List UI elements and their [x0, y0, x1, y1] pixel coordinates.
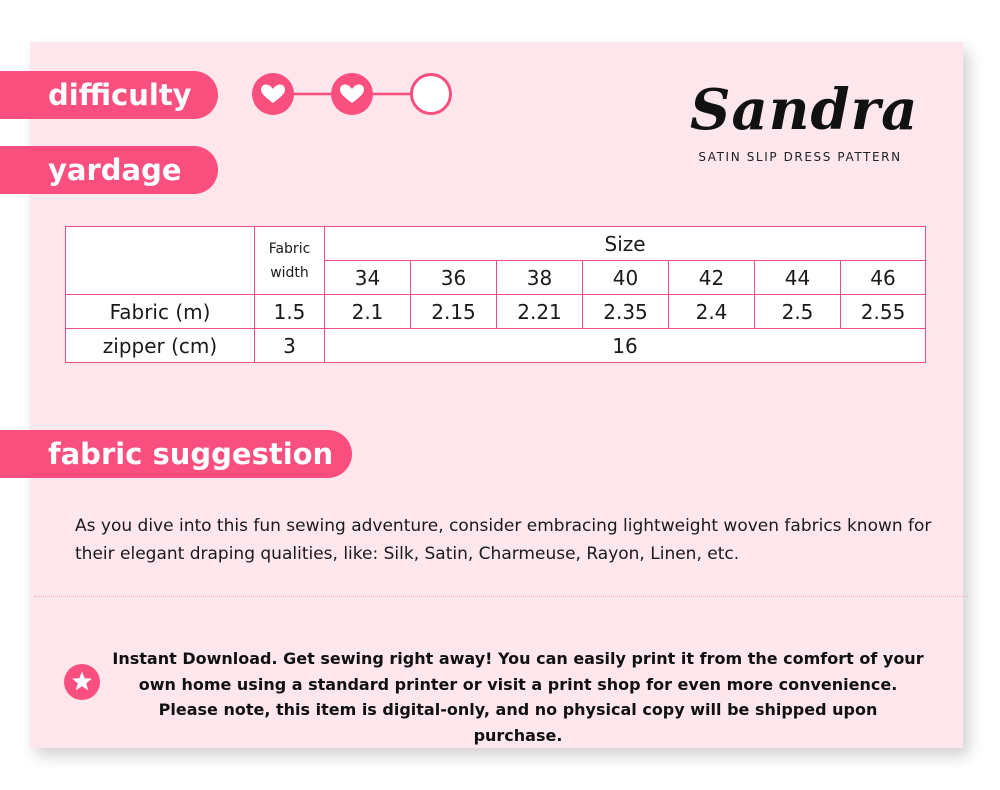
- difficulty-rating: [250, 70, 455, 118]
- row-label: zipper (cm): [66, 329, 255, 363]
- fabric-width-cell: 3: [255, 329, 325, 363]
- yardage-cell: 2.4: [669, 295, 755, 329]
- fabric-width-header-line2: width: [270, 264, 309, 281]
- yardage-label: yardage: [0, 146, 218, 194]
- fabric-suggestion-text: As you dive into this fun sewing adventure, consider embracing lightweight woven fabrics known for their elegant draping qualities, like: Silk, Satin, Charmeuse, Rayon, Linen, etc.: [75, 516, 932, 564]
- size-header: Size: [325, 227, 926, 261]
- difficulty-label: difficulty: [0, 71, 218, 119]
- size-cell: 40: [583, 261, 669, 295]
- size-cell: 42: [669, 261, 755, 295]
- zipper-length-cell: 16: [325, 329, 926, 363]
- yardage-table: [65, 226, 926, 363]
- fabric-width-cell: 1.5: [255, 295, 325, 329]
- fabric-width-header: [255, 227, 325, 295]
- yardage-cell: 2.21: [497, 295, 583, 329]
- digital-download-notice: Instant Download. Get sewing right away! You can easily print it from the comfort of your own home using a standard printer or visit a print shop for even more convenience. Please note, this item is digital-only, and no physical copy will be shipped upon purchase.: [112, 649, 924, 745]
- star-icon: [64, 664, 100, 700]
- size-cell: 34: [325, 261, 411, 295]
- row-label: Fabric (m): [66, 295, 255, 329]
- fabric-suggestion-label: fabric suggestion: [0, 430, 352, 478]
- pattern-name: Sandra: [690, 77, 919, 143]
- yardage-cell: 2.1: [325, 295, 411, 329]
- yardage-cell: 2.15: [411, 295, 497, 329]
- yardage-cell: 2.55: [841, 295, 926, 329]
- table-row: [66, 295, 926, 329]
- size-cell: 36: [411, 261, 497, 295]
- empty-circle-icon: [412, 75, 451, 114]
- table-row: [66, 329, 926, 363]
- brand-logo: [690, 74, 919, 164]
- fabric-width-header-line1: Fabric: [268, 240, 311, 257]
- yardage-cell: 2.35: [583, 295, 669, 329]
- heart-icon: [252, 73, 294, 115]
- heart-icon: [331, 73, 373, 115]
- section-divider: [34, 596, 968, 597]
- size-cell: 44: [755, 261, 841, 295]
- size-cell: 46: [841, 261, 926, 295]
- table-corner-cell: [66, 227, 255, 295]
- yardage-cell: 2.5: [755, 295, 841, 329]
- pattern-subtitle: SATIN SLIP DRESS PATTERN: [698, 150, 902, 164]
- size-cell: 38: [497, 261, 583, 295]
